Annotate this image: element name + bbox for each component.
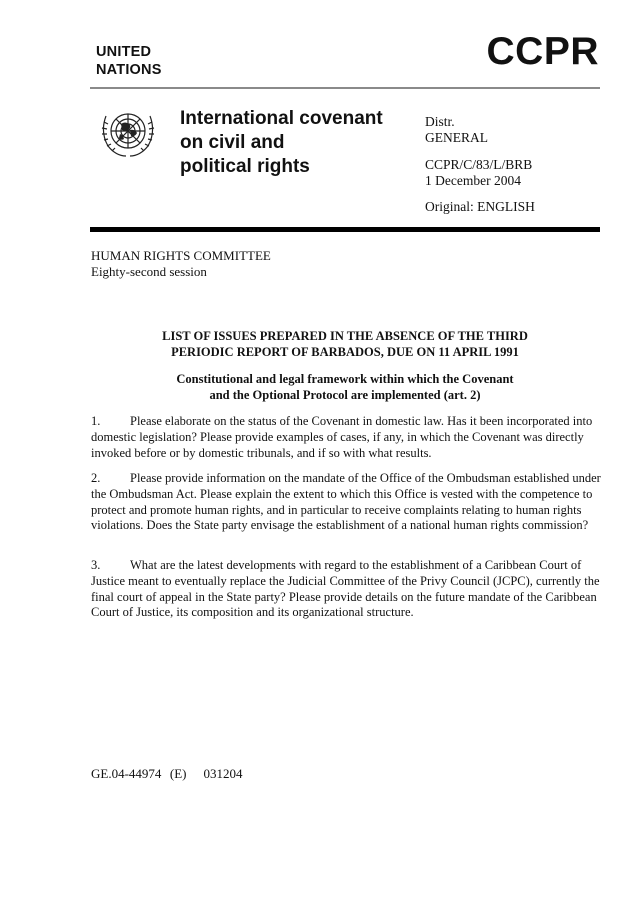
- paragraph-2: [91, 471, 601, 534]
- document-symbol-block: [425, 157, 532, 189]
- paragraph-number: 1.: [91, 414, 101, 428]
- covenant-title: [180, 107, 383, 179]
- distr-value: GENERAL: [425, 130, 488, 145]
- paragraph-text: Please provide information on the mandate of the Office of the Ombudsman established under the Ombudsman Act. Please explain the extent to which this Office is vested with the competence to protect and promote human rights, and in particular to receive complaints relating to human rights violations. Does the State party envisage the establishment of a national human rights commission?: [91, 471, 601, 533]
- un-emblem-icon: [96, 104, 160, 162]
- organization-name: [96, 43, 162, 79]
- job-number: GE.04-44974 (E) 031204: [91, 766, 243, 781]
- series-code: CCPR: [486, 30, 599, 73]
- original-language: Original: ENGLISH: [425, 199, 535, 214]
- section-heading-line-2: and the Optional Protocol are implemented (art. 2): [209, 387, 481, 402]
- covenant-title-line-2: on civil and: [180, 132, 285, 153]
- distribution-block: [425, 114, 488, 146]
- header-divider: [90, 87, 600, 89]
- distr-label: Distr.: [425, 114, 455, 129]
- document-date: 1 December 2004: [425, 173, 521, 188]
- document-symbol: CCPR/C/83/L/BRB: [425, 157, 533, 172]
- section-heading: [90, 372, 600, 403]
- document-title-line-2: PERIODIC REPORT OF BARBADOS, DUE ON 11 APRIL 1991: [171, 344, 519, 359]
- covenant-title-line-3: political rights: [180, 156, 310, 177]
- paragraph-1: [91, 414, 601, 461]
- committee-name: HUMAN RIGHTS COMMITTEE: [91, 248, 271, 263]
- paragraph-number: 2.: [91, 471, 101, 485]
- paragraph-text: What are the latest developments with regard to the establishment of a Caribbean Court of Justice meant to eventually replace the Judicial Committee of the Privy Council (JCPC), currently the final court of appeal in the State party? Please provide details on the future mandate of the Caribbean Court of Justice, its composition and its organizational structure.: [91, 558, 600, 620]
- paragraph-text: Please elaborate on the status of the Covenant in domestic law. Has it been incorporated into domestic legislation? Please provide examples of cases, if any, in which the Covenant was directly invoked before or by domestic tribunals, and if so with what results.: [91, 414, 593, 460]
- covenant-title-line-1: International covenant: [180, 108, 383, 129]
- committee-session: Eighty-second session: [91, 263, 207, 279]
- paragraph-3: [91, 558, 601, 621]
- org-line-1: UNITED: [96, 44, 152, 60]
- document-title-line-1: LIST OF ISSUES PREPARED IN THE ABSENCE OF THE THIRD: [162, 329, 528, 343]
- committee-block: [91, 248, 271, 279]
- section-heading-line-1: Constitutional and legal framework within which the Covenant: [176, 372, 514, 386]
- document-title: [90, 329, 600, 360]
- header-bottom-divider: [90, 227, 600, 232]
- paragraph-number: 3.: [91, 558, 101, 572]
- org-line-2: NATIONS: [96, 62, 162, 78]
